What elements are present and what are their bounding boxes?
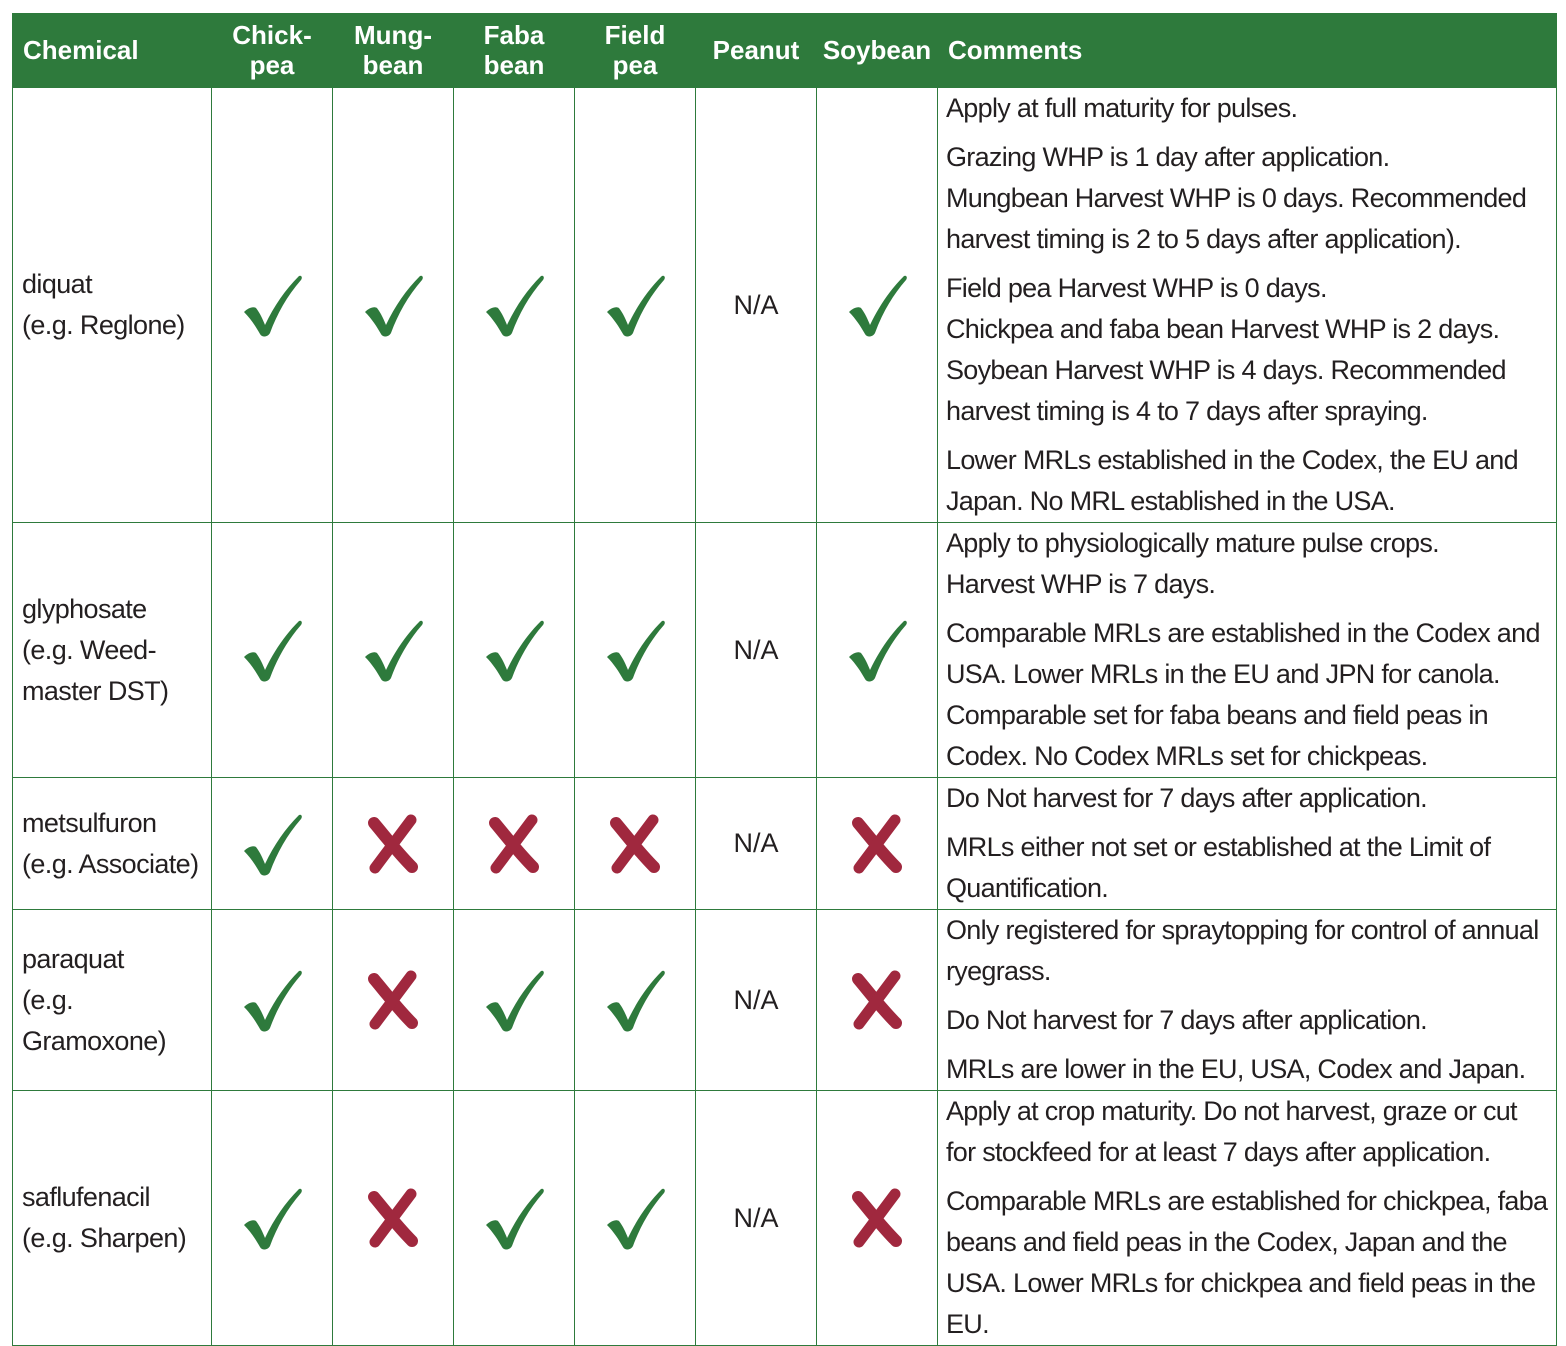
comment-paragraph: MRLs are lower in the EU, USA, Codex and Japan. (946, 1054, 1526, 1084)
check-icon (604, 617, 666, 683)
check-icon (241, 617, 303, 683)
faba-bean-cell (454, 523, 575, 778)
soybean-cell (817, 88, 938, 523)
header-mungbean: Mung- bean (333, 13, 454, 88)
check-icon (362, 272, 424, 338)
chemical-cell: glyphosate (e.g. Weed- master DST) (13, 523, 212, 778)
chemical-cell: diquat (e.g. Reglone) (13, 88, 212, 523)
comment-paragraph: Apply to physiologically mature pulse crops. Harvest WHP is 7 days. (946, 528, 1439, 599)
table-row (13, 523, 1557, 778)
table-row (13, 1091, 1557, 1346)
chemical-cell: saflufenacil (e.g. Sharpen) (13, 1091, 212, 1346)
check-icon (241, 811, 303, 877)
chickpea-cell (212, 778, 333, 910)
faba-bean-cell (454, 778, 575, 910)
table-row (13, 88, 1557, 523)
comment-paragraph: Comparable MRLs are established for chickpea, faba beans and field peas in the Codex, Japan and the USA. Lower MRLs for chickpea and field peas in the EU. (946, 1186, 1548, 1339)
comments-cell (938, 523, 1557, 778)
faba-bean-cell (454, 88, 575, 523)
comment-paragraph: Lower MRLs established in the Codex, the EU and Japan. No MRL established in the USA. (946, 445, 1518, 516)
header-peanut: Peanut (696, 13, 817, 88)
comment-paragraph: Grazing WHP is 1 day after application. Mungbean Harvest WHP is 0 days. Recommended harvest timing is 2 to 5 days after application). (946, 142, 1527, 254)
mungbean-cell (333, 88, 454, 523)
chickpea-cell (212, 1091, 333, 1346)
chickpea-cell (212, 910, 333, 1091)
chemical-cell: metsulfuron (e.g. Associate) (13, 778, 212, 910)
check-icon (846, 272, 908, 338)
table-body (13, 88, 1557, 1346)
mungbean-cell (333, 1091, 454, 1346)
comments-cell (938, 910, 1557, 1091)
chickpea-cell (212, 523, 333, 778)
check-icon (362, 617, 424, 683)
table-row (13, 910, 1557, 1091)
check-icon (241, 1185, 303, 1251)
cross-icon (365, 814, 421, 874)
cross-icon (849, 970, 905, 1030)
cross-icon (365, 1188, 421, 1248)
header-chemical: Chemical (13, 13, 212, 88)
peanut-cell: N/A (696, 778, 817, 910)
peanut-cell: N/A (696, 523, 817, 778)
cross-icon (365, 970, 421, 1030)
check-icon (483, 272, 545, 338)
check-icon (483, 967, 545, 1033)
chemical-comparison-table (12, 13, 1557, 1346)
header-row (13, 13, 1557, 88)
cross-icon (607, 814, 663, 874)
header-comments: Comments (938, 13, 1557, 88)
comment-paragraph: Comparable MRLs are established in the Codex and USA. Lower MRLs in the EU and JPN for canola. Comparable set for faba beans and field peas in Codex. No Codex MRLs set for chickpeas. (946, 618, 1540, 771)
check-icon (241, 967, 303, 1033)
field-pea-cell (575, 88, 696, 523)
comment-paragraph: Apply at full maturity for pulses. (946, 93, 1298, 123)
comment-paragraph: Apply at crop maturity. Do not harvest, graze or cut for stockfeed for at least 7 days after application. (946, 1096, 1517, 1167)
header-field-pea: Field pea (575, 13, 696, 88)
soybean-cell (817, 1091, 938, 1346)
table-header (13, 13, 1557, 88)
peanut-cell: N/A (696, 910, 817, 1091)
check-icon (604, 967, 666, 1033)
chickpea-cell (212, 88, 333, 523)
field-pea-cell (575, 1091, 696, 1346)
comment-paragraph: Do Not harvest for 7 days after application. (946, 1005, 1427, 1035)
check-icon (483, 617, 545, 683)
field-pea-cell (575, 910, 696, 1091)
check-icon (604, 1185, 666, 1251)
mungbean-cell (333, 910, 454, 1091)
check-icon (241, 272, 303, 338)
cross-icon (486, 814, 542, 874)
comment-paragraph: Do Not harvest for 7 days after application. (946, 783, 1427, 813)
comment-paragraph: Field pea Harvest WHP is 0 days. Chickpea and faba bean Harvest WHP is 2 days. Soybean Harvest WHP is 4 days. Recommended harvest timing is 4 to 7 days after spraying. (946, 273, 1506, 426)
header-soybean: Soybean (817, 13, 938, 88)
field-pea-cell (575, 778, 696, 910)
peanut-cell: N/A (696, 1091, 817, 1346)
comments-cell (938, 778, 1557, 910)
cross-icon (849, 814, 905, 874)
header-chickpea: Chick- pea (212, 13, 333, 88)
comment-paragraph: Only registered for spraytopping for control of annual ryegrass. (946, 915, 1539, 986)
soybean-cell (817, 778, 938, 910)
chemical-cell: paraquat (e.g. Gramoxone) (13, 910, 212, 1091)
comments-cell (938, 88, 1557, 523)
header-faba-bean: Faba bean (454, 13, 575, 88)
check-icon (846, 617, 908, 683)
field-pea-cell (575, 523, 696, 778)
mungbean-cell (333, 778, 454, 910)
faba-bean-cell (454, 910, 575, 1091)
soybean-cell (817, 523, 938, 778)
comments-cell (938, 1091, 1557, 1346)
comment-paragraph: MRLs either not set or established at the Limit of Quantification. (946, 832, 1491, 903)
cross-icon (849, 1188, 905, 1248)
mungbean-cell (333, 523, 454, 778)
table-row (13, 778, 1557, 910)
check-icon (604, 272, 666, 338)
faba-bean-cell (454, 1091, 575, 1346)
check-icon (483, 1185, 545, 1251)
soybean-cell (817, 910, 938, 1091)
peanut-cell: N/A (696, 88, 817, 523)
